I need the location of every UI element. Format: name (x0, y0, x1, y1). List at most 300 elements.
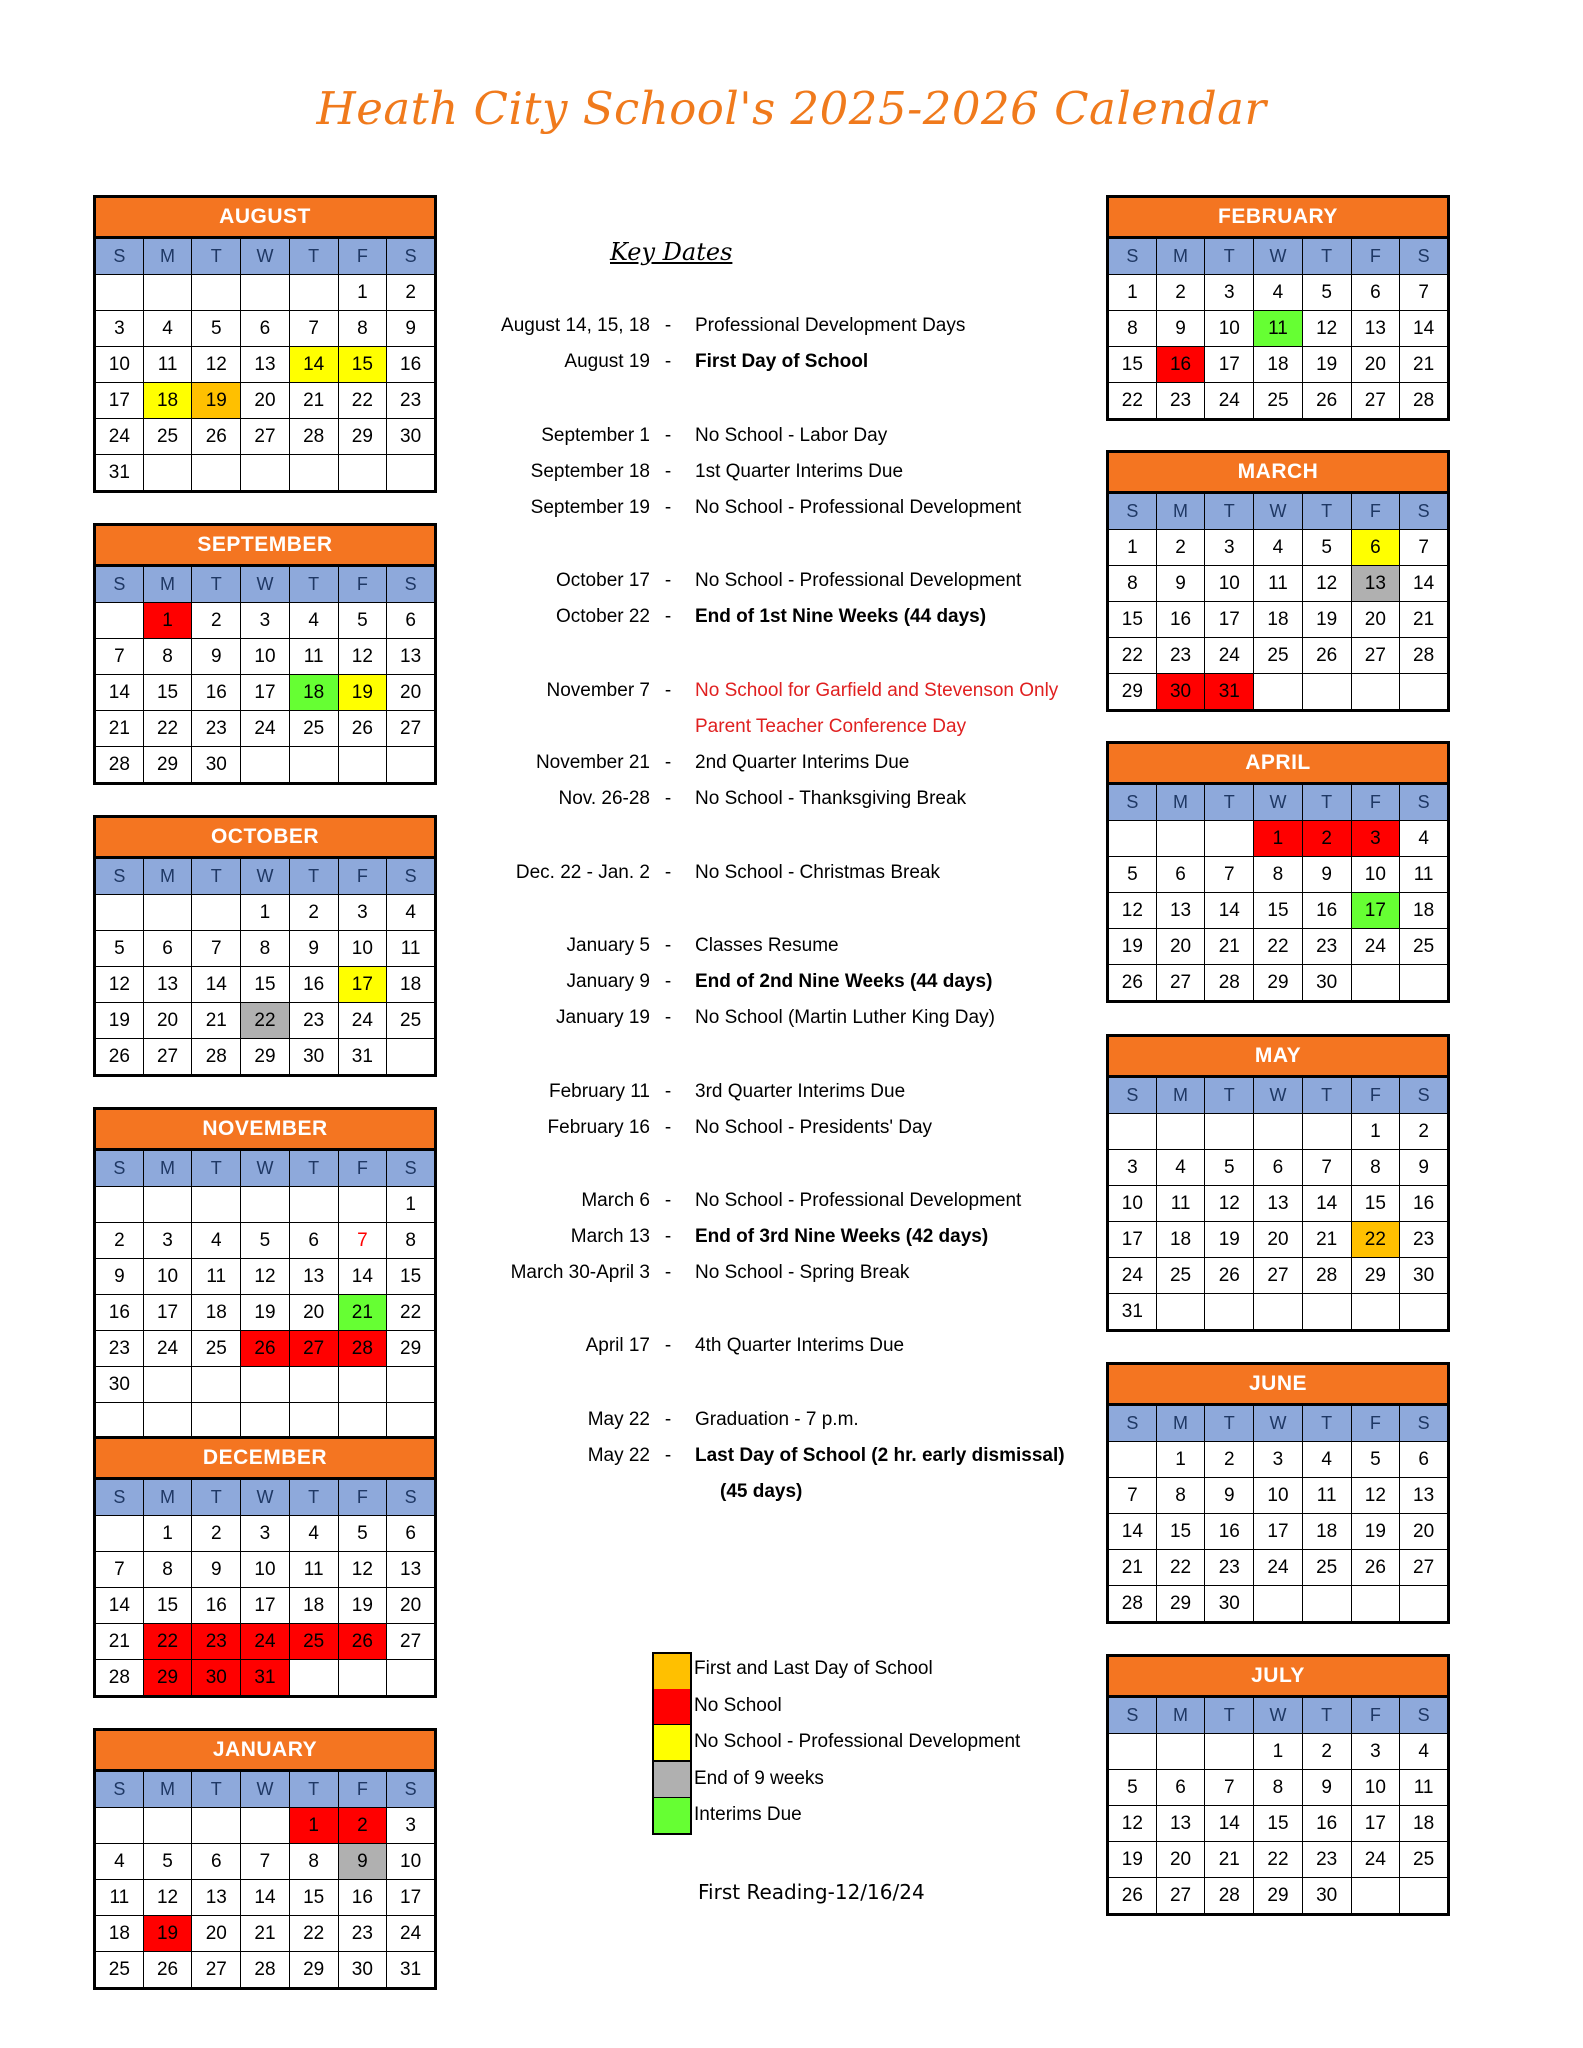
key-date-separator: - (664, 1409, 672, 1430)
key-date-separator: - (664, 461, 672, 482)
week-row (95, 347, 436, 383)
week-row (1108, 1514, 1449, 1550)
key-date-description: End of 2nd Nine Weeks (44 days) (695, 971, 993, 992)
day-cell (241, 1808, 290, 1844)
day-cell: 9 (1156, 566, 1205, 602)
day-cell: 13 (192, 1880, 241, 1916)
day-cell (1156, 1294, 1205, 1331)
key-date-separator: - (664, 1117, 672, 1138)
day-cell: 22 (1156, 1550, 1205, 1586)
day-cell: 15 (289, 1880, 338, 1916)
day-cell (1351, 674, 1400, 711)
weekday-header: M (143, 1479, 192, 1516)
day-cell: 16 (192, 675, 241, 711)
day-cell: 4 (192, 1223, 241, 1259)
day-cell (1400, 965, 1449, 1002)
day-cell: 25 (1400, 1842, 1449, 1878)
day-cell: 9 (387, 311, 436, 347)
weekday-header: M (1156, 238, 1205, 275)
day-cell: 1 (1351, 1114, 1400, 1150)
day-cell: 31 (1205, 674, 1254, 711)
day-cell: 30 (1302, 1878, 1351, 1915)
day-cell: 2 (95, 1223, 144, 1259)
weekday-header: W (1254, 238, 1303, 275)
key-date-row (450, 1262, 1090, 1292)
key-date-description: No School - Professional Development (695, 497, 1022, 518)
day-cell: 28 (1205, 965, 1254, 1002)
legend-swatch (652, 1798, 692, 1835)
day-cell: 6 (1254, 1150, 1303, 1186)
day-cell: 24 (338, 1003, 387, 1039)
month-name: OCTOBER (95, 817, 436, 858)
day-cell: 9 (338, 1844, 387, 1880)
day-cell: 6 (387, 1516, 436, 1552)
day-cell: 15 (1108, 347, 1157, 383)
key-date-row (450, 497, 1090, 527)
day-cell: 4 (1156, 1150, 1205, 1186)
key-date-row (450, 716, 1090, 746)
day-cell: 14 (1400, 566, 1449, 602)
weekday-header: F (1351, 493, 1400, 530)
day-cell (1400, 1586, 1449, 1623)
week-row (95, 1003, 436, 1039)
weekday-header: W (241, 1150, 290, 1187)
key-date-description: 3rd Quarter Interims Due (695, 1081, 906, 1102)
day-cell: 11 (289, 639, 338, 675)
weekday-header: F (1351, 1077, 1400, 1114)
day-cell: 6 (192, 1844, 241, 1880)
key-date-date: Nov. 26-28 (558, 788, 650, 809)
day-cell: 17 (1205, 602, 1254, 638)
weekday-header: T (1302, 238, 1351, 275)
day-cell (1254, 1114, 1303, 1150)
day-cell: 26 (1302, 638, 1351, 674)
day-cell: 19 (1302, 347, 1351, 383)
weekday-header: W (241, 858, 290, 895)
key-dates-heading: Key Dates (610, 238, 733, 266)
weekday-header: T (1302, 1077, 1351, 1114)
day-cell: 13 (387, 639, 436, 675)
key-date-description: No School - Spring Break (695, 1262, 910, 1283)
day-cell: 21 (1205, 1842, 1254, 1878)
weekday-header: S (1400, 784, 1449, 821)
key-date-separator: - (664, 570, 672, 591)
week-row (1108, 929, 1449, 965)
week-row (95, 1588, 436, 1624)
day-cell: 18 (1254, 347, 1303, 383)
key-date-row (450, 788, 1090, 818)
day-cell (1108, 1442, 1157, 1478)
day-cell (1205, 1114, 1254, 1150)
week-row (1108, 1878, 1449, 1915)
day-cell (192, 1808, 241, 1844)
day-cell: 17 (1205, 347, 1254, 383)
weekday-header: S (95, 1479, 144, 1516)
day-cell (143, 455, 192, 492)
week-row (95, 967, 436, 1003)
day-cell: 30 (1156, 674, 1205, 711)
day-cell: 20 (1254, 1222, 1303, 1258)
day-cell: 25 (289, 711, 338, 747)
day-cell (1302, 674, 1351, 711)
week-row (95, 1295, 436, 1331)
weekday-header: S (1400, 1405, 1449, 1442)
key-date-separator: - (664, 680, 672, 701)
day-cell: 7 (1400, 275, 1449, 311)
weekday-header: M (143, 238, 192, 275)
day-cell: 22 (1254, 929, 1303, 965)
day-cell: 30 (192, 1660, 241, 1697)
day-cell (1400, 674, 1449, 711)
day-cell: 13 (387, 1552, 436, 1588)
day-cell: 2 (1302, 821, 1351, 857)
day-cell: 15 (1254, 1806, 1303, 1842)
key-date-separator: - (664, 1190, 672, 1211)
weekday-header: F (338, 858, 387, 895)
day-cell: 30 (1400, 1258, 1449, 1294)
day-cell: 17 (1254, 1514, 1303, 1550)
day-cell: 19 (1108, 929, 1157, 965)
key-date-separator: - (664, 1226, 672, 1247)
day-cell: 10 (241, 1552, 290, 1588)
month-january (93, 1728, 437, 1990)
day-cell: 1 (1108, 275, 1157, 311)
day-cell: 1 (1254, 821, 1303, 857)
legend-swatch (652, 1652, 692, 1691)
day-cell: 1 (143, 603, 192, 639)
day-cell: 19 (1205, 1222, 1254, 1258)
week-row (1108, 857, 1449, 893)
weekday-header: S (1108, 1697, 1157, 1734)
key-date-description: (45 days) (720, 1481, 803, 1502)
key-date-row (450, 752, 1090, 782)
weekday-header: T (192, 566, 241, 603)
key-date-description: End of 3rd Nine Weeks (42 days) (695, 1226, 989, 1247)
day-cell: 28 (1400, 638, 1449, 674)
day-cell: 1 (1108, 530, 1157, 566)
day-cell: 5 (1302, 530, 1351, 566)
weekday-header: S (1400, 1697, 1449, 1734)
day-cell: 9 (1302, 1770, 1351, 1806)
weekday-header: W (1254, 1077, 1303, 1114)
day-cell (143, 1808, 192, 1844)
day-cell: 1 (1156, 1442, 1205, 1478)
page-title: Heath City School's 2025-2026 Calendar (316, 82, 1267, 135)
day-cell: 10 (338, 931, 387, 967)
day-cell: 26 (143, 1952, 192, 1989)
week-row (1108, 347, 1449, 383)
day-cell: 11 (1254, 566, 1303, 602)
day-cell: 10 (95, 347, 144, 383)
day-cell (1351, 1586, 1400, 1623)
weekday-header: M (1156, 1697, 1205, 1734)
day-cell (338, 1367, 387, 1403)
day-cell (338, 1660, 387, 1697)
day-cell: 5 (95, 931, 144, 967)
day-cell: 8 (241, 931, 290, 967)
weekday-header: T (289, 1150, 338, 1187)
day-cell: 12 (338, 1552, 387, 1588)
day-cell: 22 (143, 711, 192, 747)
key-date-row (450, 1409, 1090, 1439)
day-cell: 4 (289, 1516, 338, 1552)
day-cell: 19 (1351, 1514, 1400, 1550)
day-cell: 10 (1351, 1770, 1400, 1806)
day-cell: 1 (338, 275, 387, 311)
day-cell: 16 (1302, 1806, 1351, 1842)
week-row (1108, 1114, 1449, 1150)
day-cell: 7 (1205, 1770, 1254, 1806)
day-cell: 9 (95, 1259, 144, 1295)
day-cell (192, 1403, 241, 1440)
day-cell: 13 (1400, 1478, 1449, 1514)
day-cell: 24 (1205, 638, 1254, 674)
day-cell: 6 (387, 603, 436, 639)
key-date-separator: - (664, 606, 672, 627)
day-cell: 30 (387, 419, 436, 455)
day-cell: 3 (95, 311, 144, 347)
day-cell (1108, 821, 1157, 857)
day-cell: 23 (289, 1003, 338, 1039)
day-cell: 23 (192, 1624, 241, 1660)
day-cell: 11 (1400, 857, 1449, 893)
day-cell: 5 (1108, 1770, 1157, 1806)
day-cell: 13 (1156, 1806, 1205, 1842)
weekday-header: T (1302, 493, 1351, 530)
day-cell: 15 (143, 1588, 192, 1624)
day-cell (192, 1187, 241, 1223)
weekday-header: T (1302, 1697, 1351, 1734)
weekday-header: T (1205, 493, 1254, 530)
day-cell: 18 (1302, 1514, 1351, 1550)
day-cell: 29 (387, 1331, 436, 1367)
day-cell: 25 (95, 1952, 144, 1989)
day-cell: 17 (241, 675, 290, 711)
day-cell: 5 (192, 311, 241, 347)
day-cell: 27 (1351, 638, 1400, 674)
day-cell: 3 (338, 895, 387, 931)
day-cell: 12 (1302, 311, 1351, 347)
key-date-separator: - (664, 351, 672, 372)
week-row (95, 455, 436, 492)
day-cell: 25 (387, 1003, 436, 1039)
day-cell: 25 (1302, 1550, 1351, 1586)
day-cell: 26 (1205, 1258, 1254, 1294)
day-cell: 18 (95, 1916, 144, 1952)
week-row (1108, 965, 1449, 1002)
weekday-header: T (192, 1771, 241, 1808)
day-cell: 12 (338, 639, 387, 675)
key-date-row (450, 971, 1090, 1001)
month-june (1106, 1362, 1450, 1624)
day-cell: 4 (1254, 275, 1303, 311)
day-cell: 29 (1156, 1586, 1205, 1623)
day-cell: 15 (338, 347, 387, 383)
weekday-header: M (1156, 784, 1205, 821)
weekday-header: T (192, 1479, 241, 1516)
weekday-header: S (387, 1479, 436, 1516)
weekday-header: S (1108, 1405, 1157, 1442)
weekday-header: S (387, 238, 436, 275)
day-cell: 14 (1400, 311, 1449, 347)
day-cell (289, 747, 338, 784)
day-cell: 19 (95, 1003, 144, 1039)
weekday-header: S (95, 238, 144, 275)
day-cell: 28 (95, 747, 144, 784)
day-cell: 7 (1108, 1478, 1157, 1514)
key-date-row (450, 1190, 1090, 1220)
key-date-description: No School - Labor Day (695, 425, 888, 446)
day-cell (1108, 1114, 1157, 1150)
key-date-date: August 14, 15, 18 (501, 315, 650, 336)
key-date-date: March 13 (570, 1226, 650, 1247)
day-cell: 8 (1156, 1478, 1205, 1514)
day-cell: 6 (143, 931, 192, 967)
week-row (1108, 1294, 1449, 1331)
key-date-description: No School - Professional Development (695, 570, 1022, 591)
day-cell: 5 (1351, 1442, 1400, 1478)
day-cell: 10 (1351, 857, 1400, 893)
key-date-row (450, 570, 1090, 600)
week-row (1108, 530, 1449, 566)
day-cell: 22 (1108, 383, 1157, 420)
week-row (95, 1403, 436, 1440)
day-cell (1400, 1294, 1449, 1331)
day-cell: 14 (1302, 1186, 1351, 1222)
day-cell: 2 (1302, 1734, 1351, 1770)
week-row (1108, 893, 1449, 929)
day-cell: 14 (1205, 893, 1254, 929)
day-cell (95, 895, 144, 931)
month-name: AUGUST (95, 197, 436, 238)
day-cell: 26 (338, 711, 387, 747)
day-cell: 5 (1108, 857, 1157, 893)
day-cell: 9 (1156, 311, 1205, 347)
key-date-date: September 18 (530, 461, 650, 482)
day-cell: 12 (1108, 893, 1157, 929)
day-cell: 24 (1108, 1258, 1157, 1294)
month-april (1106, 741, 1450, 1003)
day-cell: 20 (192, 1916, 241, 1952)
day-cell: 28 (338, 1331, 387, 1367)
day-cell: 30 (95, 1367, 144, 1403)
day-cell: 1 (387, 1187, 436, 1223)
key-date-separator: - (664, 1335, 672, 1356)
week-row (1108, 1222, 1449, 1258)
week-row (95, 1624, 436, 1660)
week-row (95, 1660, 436, 1697)
week-row (95, 311, 436, 347)
weekday-header: S (95, 566, 144, 603)
day-cell: 25 (143, 419, 192, 455)
day-cell: 6 (241, 311, 290, 347)
day-cell: 20 (143, 1003, 192, 1039)
day-cell (241, 275, 290, 311)
key-date-row (450, 1335, 1090, 1365)
day-cell: 4 (289, 603, 338, 639)
legend-label: Interims Due (694, 1804, 802, 1825)
day-cell: 28 (1205, 1878, 1254, 1915)
day-cell: 26 (95, 1039, 144, 1076)
day-cell: 29 (143, 1660, 192, 1697)
key-date-row (450, 1445, 1090, 1475)
day-cell: 22 (1351, 1222, 1400, 1258)
day-cell: 26 (1302, 383, 1351, 420)
day-cell: 2 (1156, 530, 1205, 566)
day-cell: 23 (1302, 929, 1351, 965)
day-cell: 5 (143, 1844, 192, 1880)
day-cell: 8 (387, 1223, 436, 1259)
key-date-row (450, 680, 1090, 710)
weekday-header: T (1205, 1077, 1254, 1114)
day-cell: 8 (1108, 311, 1157, 347)
day-cell: 13 (1156, 893, 1205, 929)
day-cell: 26 (1108, 1878, 1157, 1915)
key-date-date: March 6 (581, 1190, 650, 1211)
day-cell: 30 (192, 747, 241, 784)
week-row (1108, 383, 1449, 420)
weekday-header: F (338, 1150, 387, 1187)
key-date-row (450, 1007, 1090, 1037)
day-cell: 29 (289, 1952, 338, 1989)
key-date-row (450, 606, 1090, 636)
day-cell: 2 (192, 1516, 241, 1552)
day-cell: 11 (95, 1880, 144, 1916)
month-name: MAY (1108, 1036, 1449, 1077)
day-cell: 18 (289, 1588, 338, 1624)
month-march (1106, 450, 1450, 712)
day-cell: 16 (387, 347, 436, 383)
day-cell: 29 (241, 1039, 290, 1076)
day-cell: 25 (192, 1331, 241, 1367)
day-cell (289, 275, 338, 311)
key-date-description: First Day of School (695, 351, 869, 372)
day-cell: 4 (1254, 530, 1303, 566)
week-row (1108, 275, 1449, 311)
legend-label: End of 9 weeks (694, 1767, 824, 1789)
day-cell: 4 (1302, 1442, 1351, 1478)
day-cell: 3 (1351, 1734, 1400, 1770)
day-cell (338, 1403, 387, 1440)
day-cell: 17 (338, 967, 387, 1003)
day-cell (1302, 1294, 1351, 1331)
day-cell: 7 (95, 639, 144, 675)
day-cell: 13 (1351, 311, 1400, 347)
week-row (95, 1039, 436, 1076)
day-cell (192, 455, 241, 492)
day-cell (1205, 1734, 1254, 1770)
key-date-row (450, 351, 1090, 381)
day-cell: 5 (338, 1516, 387, 1552)
week-row (1108, 1550, 1449, 1586)
day-cell: 31 (241, 1660, 290, 1697)
day-cell: 17 (1351, 893, 1400, 929)
day-cell: 9 (1302, 857, 1351, 893)
weekday-header: S (1400, 238, 1449, 275)
day-cell: 13 (1254, 1186, 1303, 1222)
day-cell: 8 (1254, 1770, 1303, 1806)
day-cell: 22 (143, 1624, 192, 1660)
day-cell: 17 (1351, 1806, 1400, 1842)
day-cell (241, 1403, 290, 1440)
key-date-description: No School for Garfield and Stevenson Only (695, 680, 1059, 701)
week-row (1108, 1478, 1449, 1514)
day-cell: 12 (95, 967, 144, 1003)
week-row (1108, 1186, 1449, 1222)
day-cell: 24 (1351, 929, 1400, 965)
day-cell (143, 895, 192, 931)
day-cell: 14 (192, 967, 241, 1003)
